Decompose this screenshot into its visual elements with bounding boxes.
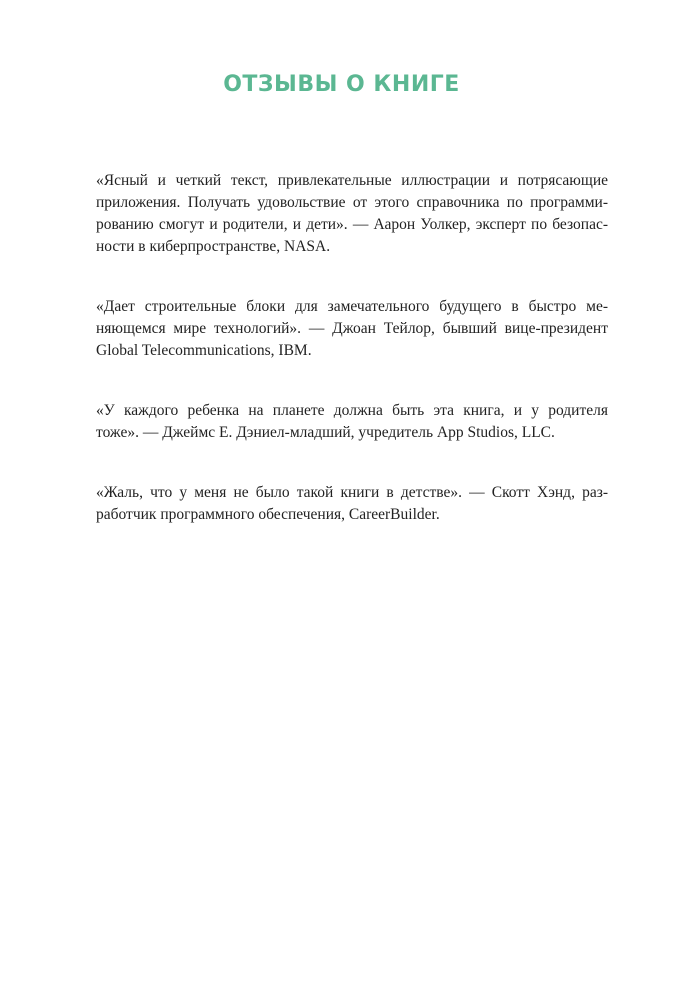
review-line: няющемся мире технологий». — Джоан Тейлор, бывший вице-президент — [96, 320, 608, 337]
page-title: ОТЗЫВЫ О КНИГЕ — [223, 72, 460, 97]
review-line: «Жаль, что у меня не было такой книги в детстве». — Скотт Хэнд, раз- — [96, 484, 608, 501]
review-line: рованию смогут и родители, и дети». — Аарон Уолкер, эксперт по безопас- — [96, 216, 608, 233]
review-4 — [96, 482, 608, 526]
review-line: Global Telecommunications, IBM. — [96, 342, 312, 359]
review-line: ности в киберпространстве, NASA. — [96, 238, 331, 255]
review-line: тоже». — Джеймс Е. Дэниел-младший, учредитель App Studios, LLC. — [96, 424, 555, 441]
review-2 — [96, 296, 608, 362]
review-line: «У каждого ребенка на планете должна быть эта книга, и у родителя — [96, 402, 608, 419]
review-line: «Ясный и четкий текст, привлекательные иллюстрации и потрясающие — [96, 172, 608, 189]
review-line: «Дает строительные блоки для замечательного будущего в быстро ме- — [96, 298, 608, 315]
review-3 — [96, 400, 608, 444]
reviews-list — [96, 170, 608, 564]
review-1 — [96, 170, 608, 258]
review-line: приложения. Получать удовольствие от этого справочника по программи- — [96, 194, 608, 211]
review-line: работчик программного обеспечения, CareerBuilder. — [96, 506, 440, 523]
